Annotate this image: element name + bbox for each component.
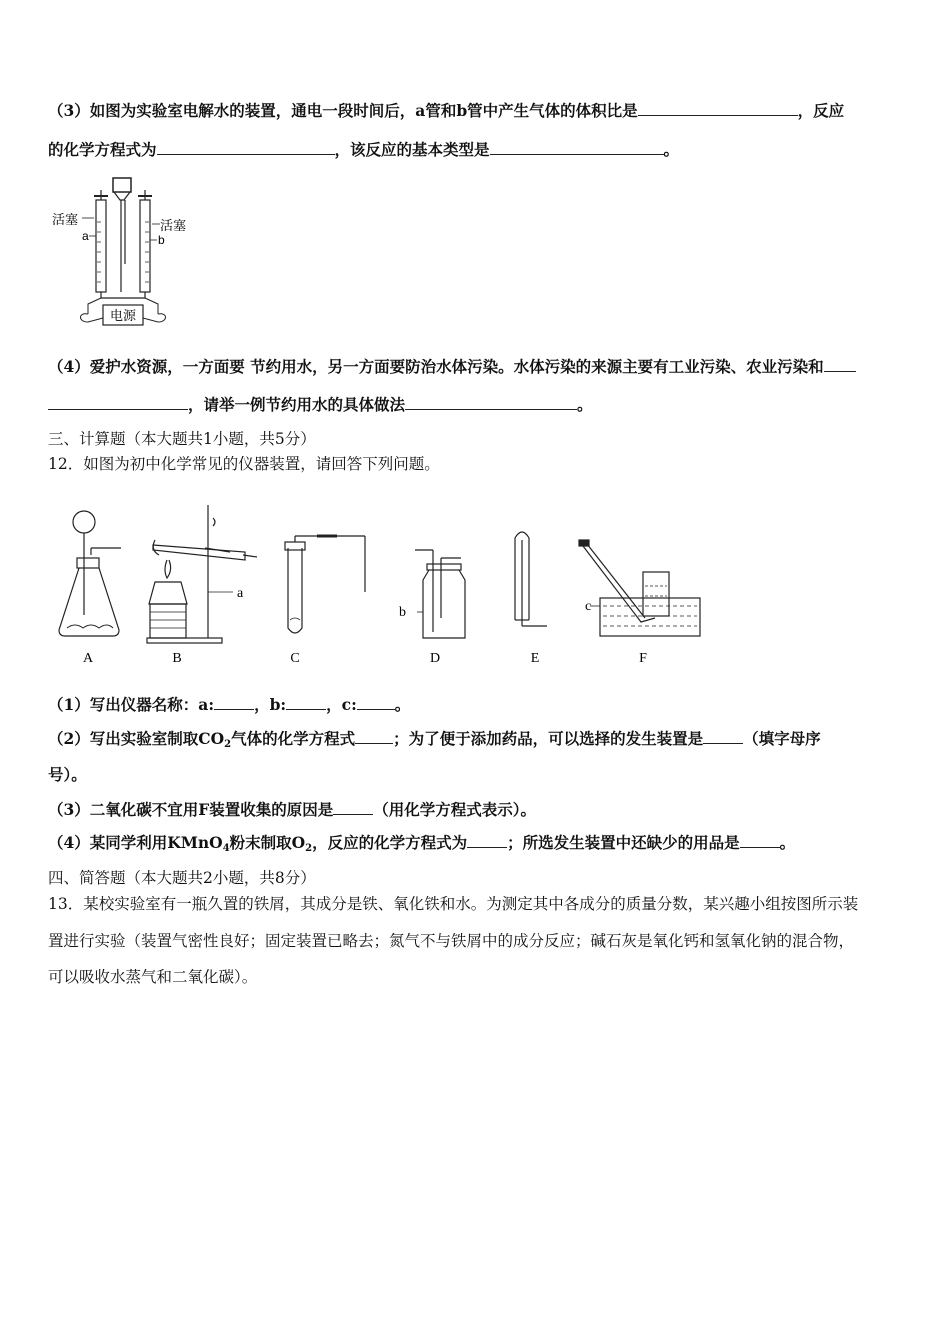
- label-a-apparatus: A: [82, 651, 94, 666]
- apparatus-a: [59, 511, 121, 636]
- tube-a-label: a: [82, 229, 89, 243]
- power-supply-label: 电源: [109, 308, 137, 323]
- q11-3-line2: 的化学方程式为 ，该反应的基本类型是 。: [48, 140, 680, 159]
- q12-part2-cont: 号）。: [48, 765, 87, 784]
- answer-blank[interactable]: [490, 140, 664, 155]
- section3-header: 三、计算题（本大题共1小题，共5分）: [48, 430, 316, 448]
- answer-blank[interactable]: [467, 833, 507, 848]
- label-b-instrument: b: [399, 605, 406, 620]
- answer-blank[interactable]: [355, 729, 393, 744]
- answer-blank[interactable]: [286, 695, 326, 710]
- apparatus-f: [579, 540, 700, 636]
- q12-part2: （2）写出实验室制取$CO_2$气体的化学方程式 ；为了便于添加药品，可以选择的发生装置是 （填字母序: [48, 729, 821, 750]
- q13-line2: 置进行实验（装置气密性良好；固定装置已略去；氮气不与铁屑中的成分反应；碱石灰是氧化钙和氢氧化钠的混合物，: [48, 932, 855, 950]
- answer-blank[interactable]: [333, 800, 373, 815]
- lab-apparatus-figure: [55, 500, 705, 670]
- answer-blank[interactable]: [740, 833, 780, 848]
- q12-part4: （4）某同学利用KMnO$_4$粉末制取$O_2$，反应的化学方程式为 ；所选发生装置中还缺少的用品是 。: [48, 833, 796, 854]
- label-c-apparatus: C: [290, 651, 300, 666]
- q12-part1: （1）写出仪器名称：a: ，b: ，c: 。: [48, 695, 411, 714]
- answer-blank[interactable]: [405, 395, 577, 410]
- answer-blank[interactable]: [824, 357, 856, 372]
- q12-part3: （3）二氧化碳不宜用F装置收集的原因是 （用化学方程式表示）。: [48, 800, 537, 819]
- apparatus-b: [147, 505, 257, 643]
- q12-stem: 12．如图为初中化学常见的仪器装置，请回答下列问题。: [48, 455, 440, 473]
- left-valve-label: 活塞: [52, 212, 79, 227]
- apparatus-e: [515, 532, 547, 626]
- apparatus-c: [285, 536, 365, 633]
- label-d-apparatus: D: [429, 651, 441, 666]
- answer-blank[interactable]: [214, 695, 254, 710]
- label-c-instrument: c: [585, 599, 592, 614]
- q11-4-line2: ，请举一例节约用水的具体做法 。: [48, 394, 593, 416]
- right-valve-label: 活塞: [160, 218, 187, 233]
- answer-blank[interactable]: [357, 695, 395, 710]
- label-e-apparatus: E: [530, 651, 540, 666]
- label-a-instrument: a: [237, 586, 244, 601]
- q13-line3: 可以吸收水蒸气和二氧化碳）。: [48, 968, 258, 986]
- answer-blank[interactable]: [638, 101, 798, 116]
- q13-line1: 13．某校实验室有一瓶久置的铁屑，其成分是铁、氧化铁和水。为测定其中各成分的质量分数，某兴趣小组按图所示装: [48, 895, 859, 913]
- section4-header: 四、简答题（本大题共2小题，共8分）: [48, 869, 316, 887]
- q11-4-line1: （4）爱护水资源，一方面要 节约用水，另一方面要防治水体污染。水体污染的来源主要有工业污染、农业污染和: [48, 356, 856, 378]
- electrolysis-apparatus-figure: [48, 172, 208, 332]
- answer-blank[interactable]: [703, 729, 743, 744]
- q11-3-line1: （3）如图为实验室电解水的装置，通电一段时间后，a管和b管中产生气体的体积比是 ，反应: [48, 101, 845, 120]
- tube-b-label: b: [158, 233, 165, 247]
- apparatus-d: [415, 550, 465, 638]
- label-f-apparatus: F: [639, 651, 647, 666]
- label-b-apparatus: B: [172, 651, 182, 666]
- answer-blank[interactable]: [157, 140, 335, 155]
- answer-blank[interactable]: [48, 395, 188, 410]
